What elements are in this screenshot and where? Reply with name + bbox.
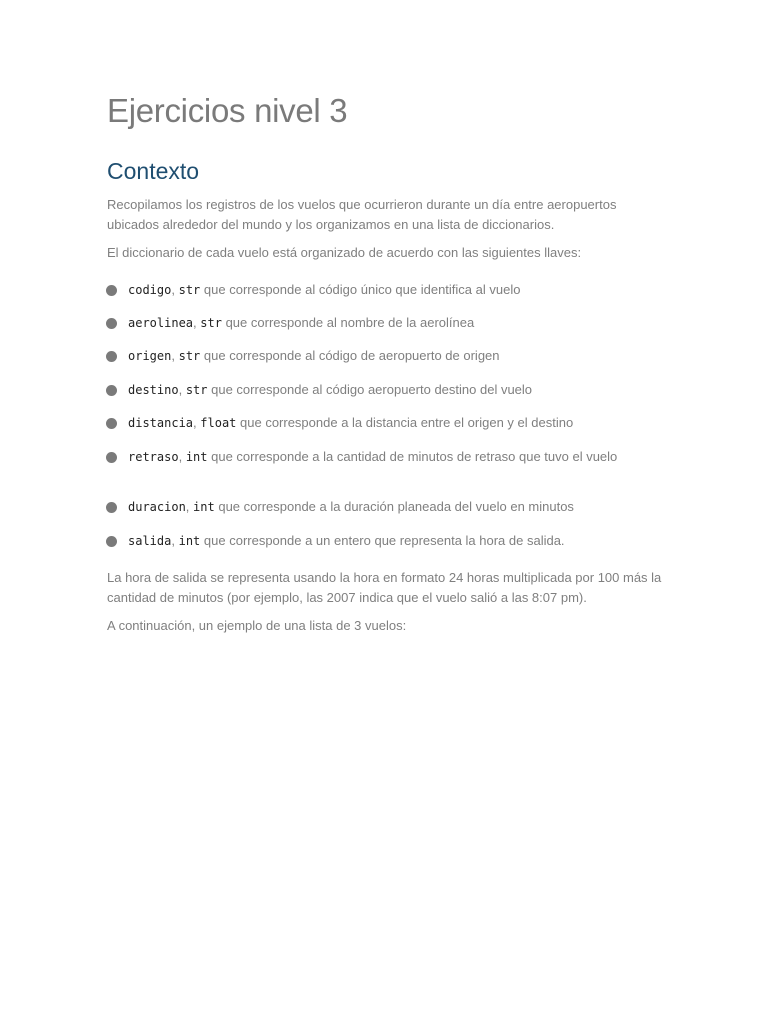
key-type: str xyxy=(185,383,208,397)
intro-paragraph: Recopilamos los registros de los vuelos que ocurrieron durante un día entre aeropuertos ubicados alrededor del mundo y los organizamos en una lista de diccionarios. xyxy=(107,197,617,232)
key-type: str xyxy=(178,349,201,363)
key-name: distancia xyxy=(128,416,194,430)
key-type: int xyxy=(185,450,208,464)
page-title: Ejercicios nivel 3 xyxy=(107,92,348,129)
bullet-icon xyxy=(106,351,117,362)
key-name: origen xyxy=(128,349,172,363)
list-item: distancia, float que corresponde a la distancia entre el origen y el destino xyxy=(128,411,648,435)
list-item: aerolinea, str que corresponde al nombre de la aerolínea xyxy=(128,311,648,335)
keys-intro-paragraph: El diccionario de cada vuelo está organizado de acuerdo con las siguientes llaves: xyxy=(107,245,582,260)
key-name: retraso xyxy=(128,450,179,464)
key-name: aerolinea xyxy=(128,316,194,330)
key-type: int xyxy=(178,534,201,548)
section-heading: Contexto xyxy=(107,158,200,184)
key-description: que corresponde a la cantidad de minutos de retraso que tuvo el vuelo xyxy=(211,449,618,464)
list-item: salida, int que corresponde a un entero que representa la hora de salida. xyxy=(128,529,648,553)
list-item: retraso, int que corresponde a la cantidad de minutos de retraso que tuvo el vuelo xyxy=(128,445,648,469)
key-description: que corresponde a un entero que representa la hora de salida. xyxy=(203,533,565,548)
key-type: int xyxy=(193,500,215,514)
key-name: codigo xyxy=(128,283,172,297)
list-item: codigo, str que corresponde al código único que identifica al vuelo xyxy=(128,278,648,302)
key-description: que corresponde a la distancia entre el origen y el destino xyxy=(240,415,574,430)
key-name: salida xyxy=(128,534,172,548)
key-type: float xyxy=(200,416,237,430)
key-description: que corresponde al código aeropuerto destino del vuelo xyxy=(211,382,533,397)
key-type: str xyxy=(200,316,222,330)
key-name: destino xyxy=(128,383,179,397)
example-intro-paragraph: A continuación, un ejemplo de una lista de 3 vuelos: xyxy=(107,618,407,633)
bullet-icon xyxy=(106,418,117,429)
bullet-icon xyxy=(106,385,117,396)
list-item: destino, str que corresponde al código aeropuerto destino del vuelo xyxy=(128,378,648,402)
key-description: que corresponde al código de aeropuerto de origen xyxy=(203,348,500,363)
bullet-icon xyxy=(106,502,117,513)
bullet-icon xyxy=(106,285,117,296)
time-format-paragraph: La hora de salida se representa usando la hora en formato 24 horas multiplicada por 100 más la cantidad de minutos (por ejemplo, las 2007 indica que el vuelo salió a las 8:07 pm). xyxy=(107,570,662,605)
list-item: duracion, int que corresponde a la duración planeada del vuelo en minutos xyxy=(128,495,648,519)
bullet-icon xyxy=(106,318,117,329)
key-type: str xyxy=(178,283,201,297)
bullet-icon xyxy=(106,536,117,547)
key-description: que corresponde a la duración planeada del vuelo en minutos xyxy=(218,499,574,514)
key-description: que corresponde al nombre de la aerolínea xyxy=(225,315,475,330)
bullet-icon xyxy=(106,452,117,463)
list-item: origen, str que corresponde al código de aeropuerto de origen xyxy=(128,344,648,368)
key-name: duracion xyxy=(128,500,186,514)
key-description: que corresponde al código único que identifica al vuelo xyxy=(203,282,521,297)
